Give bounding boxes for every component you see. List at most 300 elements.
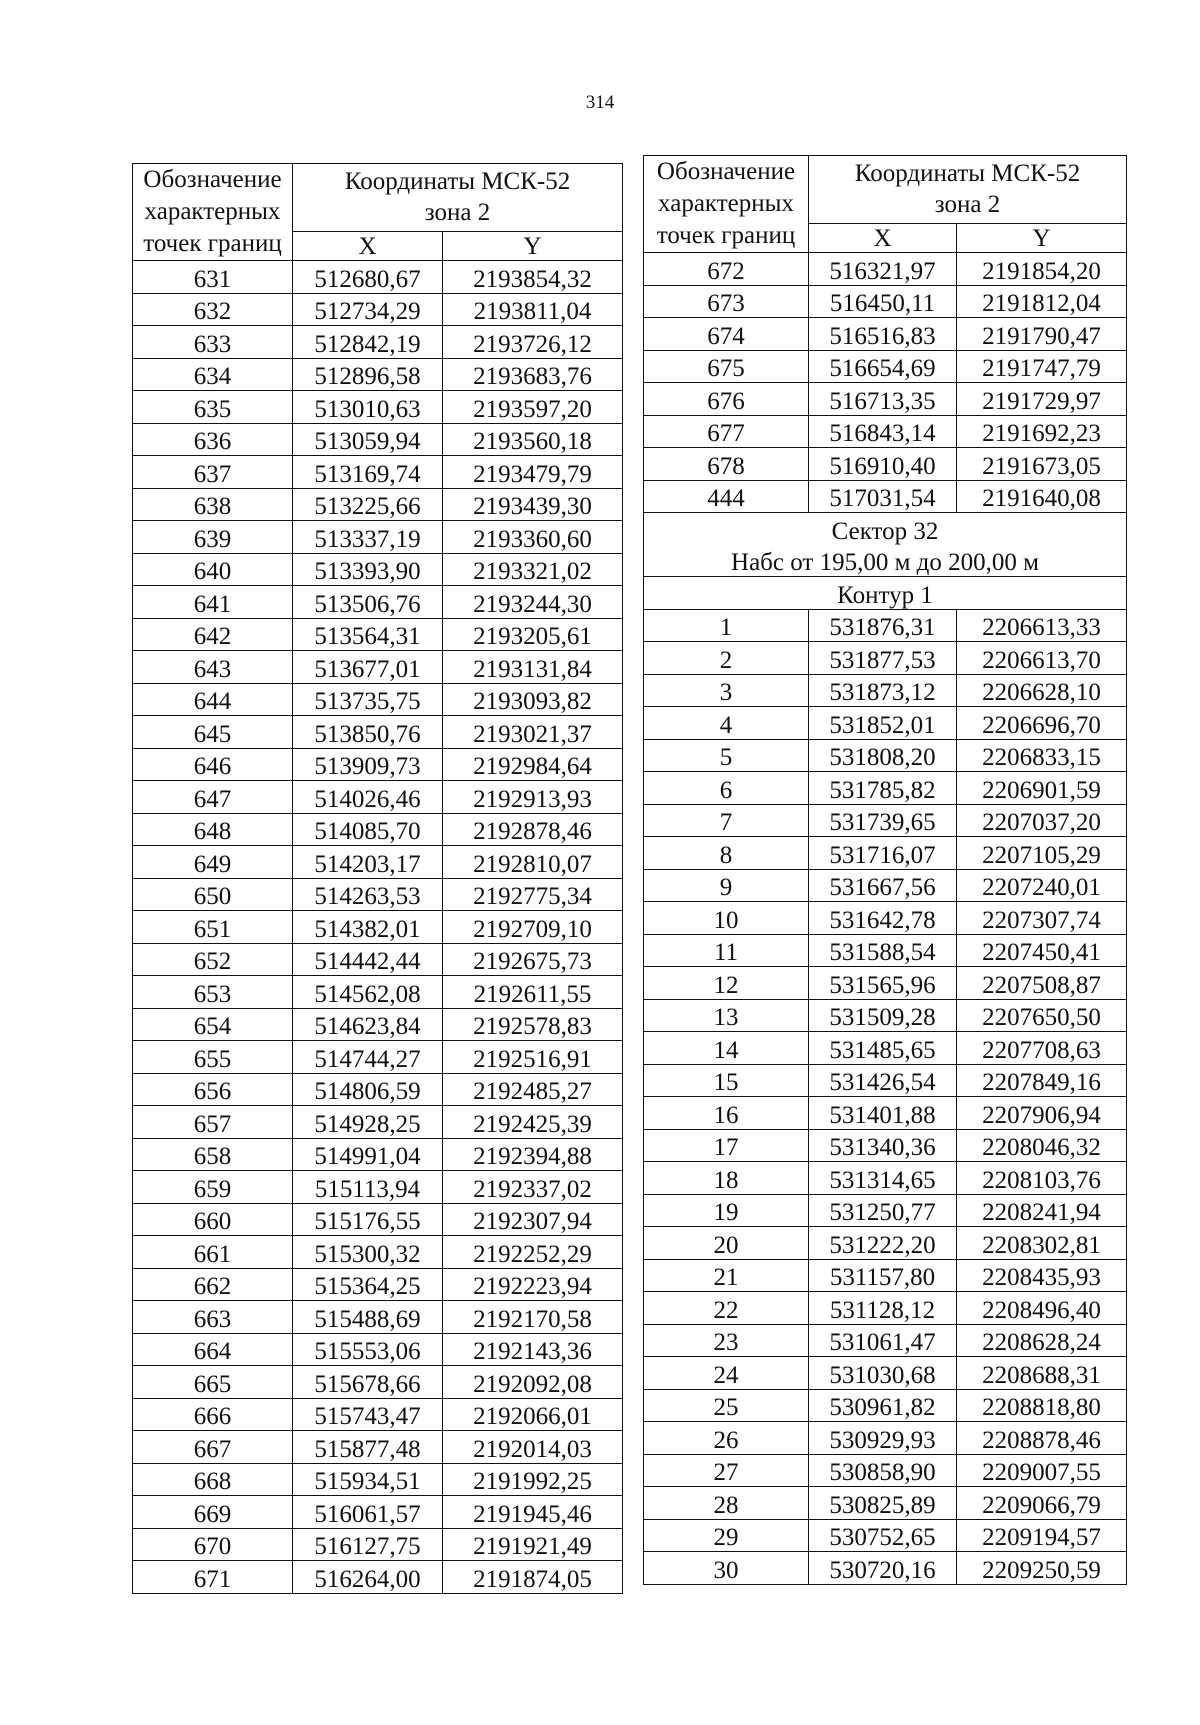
- table-row: [644, 448, 1127, 481]
- x-coordinate-cell: 530825,89: [809, 1487, 957, 1520]
- x-coordinate-cell: 512842,19: [293, 326, 443, 359]
- x-coordinate-cell: 531808,20: [809, 739, 957, 772]
- y-coordinate-cell: 2207650,50: [957, 999, 1127, 1032]
- x-coordinate-cell: 514263,53: [293, 878, 443, 911]
- table-row: [133, 553, 623, 586]
- header-line: Координаты МСК-52: [854, 160, 1081, 188]
- x-coordinate-cell: 530720,16: [809, 1552, 957, 1585]
- y-coordinate-cell: 2192709,10: [443, 911, 623, 944]
- table-row: [133, 586, 623, 619]
- point-id-cell: 658: [133, 1138, 293, 1171]
- table-row: [133, 1268, 623, 1301]
- point-id-cell: 652: [133, 943, 293, 976]
- x-coordinate-cell: 515743,47: [293, 1398, 443, 1431]
- x-coordinate-cell: 516713,35: [809, 383, 957, 416]
- x-coordinate-cell: 516321,97: [809, 253, 957, 286]
- point-id-cell: 18: [644, 1162, 809, 1195]
- y-coordinate-cell: 2193683,76: [443, 358, 623, 391]
- x-coordinate-cell: 531873,12: [809, 674, 957, 707]
- x-coordinate-cell: 514928,25: [293, 1106, 443, 1139]
- y-coordinate-cell: 2192092,08: [443, 1366, 623, 1399]
- x-coordinate-cell: 531509,28: [809, 999, 957, 1032]
- header-line: характерных: [658, 190, 794, 217]
- y-coordinate-cell: 2192913,93: [443, 781, 623, 814]
- y-coordinate-cell: 2208241,94: [957, 1194, 1127, 1227]
- y-coordinate-cell: 2191747,79: [957, 350, 1127, 383]
- right-table-body-bottom: [644, 609, 1127, 1584]
- header-line: Обозначение: [143, 166, 282, 193]
- point-id-cell: 27: [644, 1454, 809, 1487]
- y-coordinate-cell: 2193597,20: [443, 391, 623, 424]
- x-coordinate-cell: 515488,69: [293, 1301, 443, 1334]
- x-coordinate-cell: 516516,83: [809, 318, 957, 351]
- point-id-cell: 30: [644, 1552, 809, 1585]
- table-row: [644, 350, 1127, 383]
- y-coordinate-cell: 2208628,24: [957, 1324, 1127, 1357]
- point-id-cell: 632: [133, 293, 293, 326]
- x-coordinate-cell: 530929,93: [809, 1422, 957, 1455]
- table-row: [644, 1422, 1127, 1455]
- point-id-cell: 642: [133, 618, 293, 651]
- y-coordinate-cell: 2192878,46: [443, 813, 623, 846]
- point-id-cell: 656: [133, 1073, 293, 1106]
- point-id-cell: 29: [644, 1519, 809, 1552]
- point-designation-header: [133, 164, 293, 261]
- table-row: [644, 1097, 1127, 1130]
- table-row: [644, 642, 1127, 675]
- x-coordinate-cell: 516061,57: [293, 1496, 443, 1529]
- table-row: [133, 976, 623, 1009]
- point-id-cell: 677: [644, 415, 809, 448]
- point-id-cell: 666: [133, 1398, 293, 1431]
- point-id-cell: 14: [644, 1032, 809, 1065]
- x-coordinate-cell: 514203,17: [293, 846, 443, 879]
- coordinates-table-right: [643, 155, 1127, 1585]
- x-column-header: X: [809, 224, 957, 253]
- point-id-cell: 662: [133, 1268, 293, 1301]
- point-id-cell: 657: [133, 1106, 293, 1139]
- table-row: [644, 707, 1127, 740]
- x-coordinate-cell: 531485,65: [809, 1032, 957, 1065]
- point-id-cell: 635: [133, 391, 293, 424]
- y-coordinate-cell: 2207307,74: [957, 902, 1127, 935]
- x-coordinate-cell: 515934,51: [293, 1463, 443, 1496]
- y-coordinate-cell: 2207508,87: [957, 967, 1127, 1000]
- x-coordinate-cell: 516127,75: [293, 1528, 443, 1561]
- header-line: точек границ: [656, 222, 796, 249]
- x-coordinate-cell: 513393,90: [293, 553, 443, 586]
- x-coordinate-cell: 531314,65: [809, 1162, 957, 1195]
- y-coordinate-cell: 2193021,37: [443, 716, 623, 749]
- table-row: [644, 1227, 1127, 1260]
- point-id-cell: 661: [133, 1236, 293, 1269]
- table-row: [644, 415, 1127, 448]
- table-row: [644, 1519, 1127, 1552]
- point-id-cell: 444: [644, 480, 809, 513]
- y-coordinate-cell: 2191692,23: [957, 415, 1127, 448]
- y-coordinate-cell: 2191790,47: [957, 318, 1127, 351]
- point-id-cell: 5: [644, 739, 809, 772]
- point-id-cell: 647: [133, 781, 293, 814]
- y-coordinate-cell: 2193726,12: [443, 326, 623, 359]
- x-coordinate-cell: 530961,82: [809, 1389, 957, 1422]
- y-coordinate-cell: 2192014,03: [443, 1431, 623, 1464]
- table-row: [133, 911, 623, 944]
- x-coordinate-cell: 531877,53: [809, 642, 957, 675]
- table-row: [644, 1357, 1127, 1390]
- table-row: [133, 1236, 623, 1269]
- y-coordinate-cell: 2191854,20: [957, 253, 1127, 286]
- table-row: [133, 423, 623, 456]
- x-coordinate-cell: 516910,40: [809, 448, 957, 481]
- y-coordinate-cell: 2193439,30: [443, 488, 623, 521]
- y-coordinate-cell: 2192984,64: [443, 748, 623, 781]
- point-id-cell: 28: [644, 1487, 809, 1520]
- y-coordinate-cell: 2207240,01: [957, 869, 1127, 902]
- y-coordinate-cell: 2208496,40: [957, 1292, 1127, 1325]
- y-coordinate-cell: 2191673,05: [957, 448, 1127, 481]
- table-row: [133, 456, 623, 489]
- y-coordinate-cell: 2193205,61: [443, 618, 623, 651]
- table-row: [644, 1389, 1127, 1422]
- x-coordinate-cell: 531739,65: [809, 804, 957, 837]
- y-coordinate-cell: 2206613,70: [957, 642, 1127, 675]
- point-id-cell: 15: [644, 1064, 809, 1097]
- point-id-cell: 650: [133, 878, 293, 911]
- x-coordinate-cell: 515176,55: [293, 1203, 443, 1236]
- point-id-cell: 655: [133, 1041, 293, 1074]
- x-coordinate-cell: 513337,19: [293, 521, 443, 554]
- table-row: [133, 326, 623, 359]
- point-id-cell: 17: [644, 1129, 809, 1162]
- table-row: [644, 1162, 1127, 1195]
- point-designation-header: [644, 156, 809, 253]
- point-id-cell: 675: [644, 350, 809, 383]
- y-coordinate-cell: 2192578,83: [443, 1008, 623, 1041]
- x-coordinate-cell: 516654,69: [809, 350, 957, 383]
- table-row: [133, 1106, 623, 1139]
- point-id-cell: 6: [644, 772, 809, 805]
- table-row: [133, 1561, 623, 1594]
- y-coordinate-cell: 2192170,58: [443, 1301, 623, 1334]
- x-coordinate-cell: 517031,54: [809, 480, 957, 513]
- x-coordinate-cell: 516843,14: [809, 415, 957, 448]
- table-row: [133, 1203, 623, 1236]
- x-coordinate-cell: 515553,06: [293, 1333, 443, 1366]
- x-coordinate-cell: 531716,07: [809, 837, 957, 870]
- table-row: [644, 480, 1127, 513]
- point-id-cell: 640: [133, 553, 293, 586]
- table-row: [644, 1454, 1127, 1487]
- y-coordinate-cell: 2193244,30: [443, 586, 623, 619]
- point-id-cell: 671: [133, 1561, 293, 1594]
- x-coordinate-cell: 513169,74: [293, 456, 443, 489]
- y-coordinate-cell: 2193360,60: [443, 521, 623, 554]
- y-coordinate-cell: 2208435,93: [957, 1259, 1127, 1292]
- y-column-header: Y: [957, 224, 1127, 253]
- table-row: [133, 1463, 623, 1496]
- y-coordinate-cell: 2191640,08: [957, 480, 1127, 513]
- y-coordinate-cell: 2206901,59: [957, 772, 1127, 805]
- x-coordinate-cell: 514991,04: [293, 1138, 443, 1171]
- point-id-cell: 670: [133, 1528, 293, 1561]
- table-row: [644, 837, 1127, 870]
- y-coordinate-cell: 2206696,70: [957, 707, 1127, 740]
- x-coordinate-cell: 512896,58: [293, 358, 443, 391]
- x-coordinate-cell: 513735,75: [293, 683, 443, 716]
- y-coordinate-cell: 2193854,32: [443, 261, 623, 294]
- point-id-cell: 637: [133, 456, 293, 489]
- table-row: [133, 1301, 623, 1334]
- point-id-cell: 7: [644, 804, 809, 837]
- table-row: [644, 609, 1127, 642]
- y-column-header: Y: [443, 232, 623, 261]
- y-coordinate-cell: 2192425,39: [443, 1106, 623, 1139]
- y-coordinate-cell: 2209250,59: [957, 1552, 1127, 1585]
- coordinates-header: [293, 164, 623, 232]
- table-row: [133, 293, 623, 326]
- y-coordinate-cell: 2193321,02: [443, 553, 623, 586]
- point-id-cell: 22: [644, 1292, 809, 1325]
- table-row: [644, 999, 1127, 1032]
- y-coordinate-cell: 2207708,63: [957, 1032, 1127, 1065]
- y-coordinate-cell: 2192611,55: [443, 976, 623, 1009]
- point-id-cell: 672: [644, 253, 809, 286]
- x-coordinate-cell: 514026,46: [293, 781, 443, 814]
- y-coordinate-cell: 2191729,97: [957, 383, 1127, 416]
- point-id-cell: 678: [644, 448, 809, 481]
- table-row: [644, 285, 1127, 318]
- table-row: [644, 1324, 1127, 1357]
- header-line: характерных: [144, 198, 281, 225]
- table-row: [644, 1032, 1127, 1065]
- table-row: [133, 1366, 623, 1399]
- table-row: [644, 739, 1127, 772]
- table-row: [644, 804, 1127, 837]
- point-id-cell: 23: [644, 1324, 809, 1357]
- x-coordinate-cell: 515113,94: [293, 1171, 443, 1204]
- point-id-cell: 669: [133, 1496, 293, 1529]
- y-coordinate-cell: 2193479,79: [443, 456, 623, 489]
- point-id-cell: 664: [133, 1333, 293, 1366]
- table-row: [133, 1073, 623, 1106]
- table-row: [644, 253, 1127, 286]
- y-coordinate-cell: 2191874,05: [443, 1561, 623, 1594]
- point-id-cell: 631: [133, 261, 293, 294]
- table-row: [133, 1431, 623, 1464]
- table-row: [133, 748, 623, 781]
- x-coordinate-cell: 531401,88: [809, 1097, 957, 1130]
- point-id-cell: 641: [133, 586, 293, 619]
- table-row: [133, 1528, 623, 1561]
- y-coordinate-cell: 2206833,15: [957, 739, 1127, 772]
- point-id-cell: 21: [644, 1259, 809, 1292]
- header-line: зона 2: [424, 198, 491, 226]
- x-coordinate-cell: 531340,36: [809, 1129, 957, 1162]
- table-row: [133, 1041, 623, 1074]
- x-coordinate-cell: 513677,01: [293, 651, 443, 684]
- point-id-cell: 9: [644, 869, 809, 902]
- table-row: [133, 1171, 623, 1204]
- header-line: Координаты МСК-52: [344, 168, 571, 196]
- x-coordinate-cell: 531250,77: [809, 1194, 957, 1227]
- point-id-cell: 660: [133, 1203, 293, 1236]
- x-coordinate-cell: 515300,32: [293, 1236, 443, 1269]
- y-coordinate-cell: 2191812,04: [957, 285, 1127, 318]
- y-coordinate-cell: 2206628,10: [957, 674, 1127, 707]
- x-coordinate-cell: 514623,84: [293, 1008, 443, 1041]
- table-row: [133, 813, 623, 846]
- table-row: [133, 878, 623, 911]
- x-coordinate-cell: 531157,80: [809, 1259, 957, 1292]
- table-row: [133, 1138, 623, 1171]
- point-id-cell: 12: [644, 967, 809, 1000]
- contour-title: Контур 1: [644, 577, 1127, 610]
- table-row: [133, 618, 623, 651]
- point-id-cell: 24: [644, 1357, 809, 1390]
- point-id-cell: 659: [133, 1171, 293, 1204]
- point-id-cell: 643: [133, 651, 293, 684]
- page-number: 314: [585, 92, 615, 113]
- sector-section: [644, 513, 1127, 610]
- y-coordinate-cell: 2208302,81: [957, 1227, 1127, 1260]
- y-coordinate-cell: 2192252,29: [443, 1236, 623, 1269]
- table-row: [133, 1398, 623, 1431]
- x-coordinate-cell: 516450,11: [809, 285, 957, 318]
- x-coordinate-cell: 515364,25: [293, 1268, 443, 1301]
- point-id-cell: 16: [644, 1097, 809, 1130]
- x-coordinate-cell: 531426,54: [809, 1064, 957, 1097]
- y-coordinate-cell: 2192223,94: [443, 1268, 623, 1301]
- table-row: [644, 383, 1127, 416]
- point-id-cell: 667: [133, 1431, 293, 1464]
- table-row: [644, 934, 1127, 967]
- x-coordinate-cell: 514562,08: [293, 976, 443, 1009]
- table-row: [644, 1487, 1127, 1520]
- y-coordinate-cell: 2191945,46: [443, 1496, 623, 1529]
- y-coordinate-cell: 2193811,04: [443, 293, 623, 326]
- x-coordinate-cell: 531128,12: [809, 1292, 957, 1325]
- right-table-body-top: [644, 253, 1127, 513]
- table-row: [133, 716, 623, 749]
- x-coordinate-cell: 531061,47: [809, 1324, 957, 1357]
- x-coordinate-cell: 530752,65: [809, 1519, 957, 1552]
- table-row: [133, 488, 623, 521]
- header-line: зона 2: [934, 190, 1001, 218]
- point-id-cell: 653: [133, 976, 293, 1009]
- table-row: [644, 967, 1127, 1000]
- header-line: точек границ: [143, 230, 282, 257]
- x-coordinate-cell: 514085,70: [293, 813, 443, 846]
- height-range: Набс от 195,00 м до 200,00 м: [644, 545, 1127, 577]
- point-id-cell: 20: [644, 1227, 809, 1260]
- y-coordinate-cell: 2209194,57: [957, 1519, 1127, 1552]
- y-coordinate-cell: 2209066,79: [957, 1487, 1127, 1520]
- table-row: [133, 391, 623, 424]
- y-coordinate-cell: 2208046,32: [957, 1129, 1127, 1162]
- table-row: [133, 521, 623, 554]
- x-coordinate-cell: 531876,31: [809, 609, 957, 642]
- point-id-cell: 11: [644, 934, 809, 967]
- y-coordinate-cell: 2192516,91: [443, 1041, 623, 1074]
- point-id-cell: 634: [133, 358, 293, 391]
- y-coordinate-cell: 2206613,33: [957, 609, 1127, 642]
- x-coordinate-cell: 513506,76: [293, 586, 443, 619]
- y-coordinate-cell: 2192485,27: [443, 1073, 623, 1106]
- y-coordinate-cell: 2207906,94: [957, 1097, 1127, 1130]
- x-coordinate-cell: 531642,78: [809, 902, 957, 935]
- table-row: [644, 674, 1127, 707]
- y-coordinate-cell: 2208103,76: [957, 1162, 1127, 1195]
- x-coordinate-cell: 513850,76: [293, 716, 443, 749]
- y-coordinate-cell: 2191921,49: [443, 1528, 623, 1561]
- y-coordinate-cell: 2193560,18: [443, 423, 623, 456]
- point-id-cell: 8: [644, 837, 809, 870]
- sector-title: Сектор 32: [644, 513, 1127, 545]
- table-row: [133, 261, 623, 294]
- y-coordinate-cell: 2192675,73: [443, 943, 623, 976]
- y-coordinate-cell: 2193131,84: [443, 651, 623, 684]
- table-row: [644, 1552, 1127, 1585]
- x-coordinate-cell: 513909,73: [293, 748, 443, 781]
- point-id-cell: 674: [644, 318, 809, 351]
- point-id-cell: 1: [644, 609, 809, 642]
- table-row: [133, 1333, 623, 1366]
- point-id-cell: 10: [644, 902, 809, 935]
- table-row: [644, 1064, 1127, 1097]
- table-row: [133, 943, 623, 976]
- point-id-cell: 26: [644, 1422, 809, 1455]
- x-coordinate-cell: 514442,44: [293, 943, 443, 976]
- x-coordinate-cell: 513564,31: [293, 618, 443, 651]
- y-coordinate-cell: 2209007,55: [957, 1454, 1127, 1487]
- point-id-cell: 654: [133, 1008, 293, 1041]
- x-coordinate-cell: 530858,90: [809, 1454, 957, 1487]
- x-coordinate-cell: 515678,66: [293, 1366, 443, 1399]
- left-table-body: [133, 261, 623, 1594]
- x-coordinate-cell: 531667,56: [809, 869, 957, 902]
- table-row: [133, 1008, 623, 1041]
- point-id-cell: 3: [644, 674, 809, 707]
- table-row: [133, 651, 623, 684]
- x-coordinate-cell: 512680,67: [293, 261, 443, 294]
- point-id-cell: 19: [644, 1194, 809, 1227]
- point-id-cell: 13: [644, 999, 809, 1032]
- table-row: [133, 781, 623, 814]
- point-id-cell: 639: [133, 521, 293, 554]
- point-id-cell: 651: [133, 911, 293, 944]
- point-id-cell: 676: [644, 383, 809, 416]
- y-coordinate-cell: 2208878,46: [957, 1422, 1127, 1455]
- point-id-cell: 644: [133, 683, 293, 716]
- x-coordinate-cell: 531785,82: [809, 772, 957, 805]
- x-coordinate-cell: 516264,00: [293, 1561, 443, 1594]
- y-coordinate-cell: 2191992,25: [443, 1463, 623, 1496]
- y-coordinate-cell: 2192307,94: [443, 1203, 623, 1236]
- y-coordinate-cell: 2192775,34: [443, 878, 623, 911]
- y-coordinate-cell: 2193093,82: [443, 683, 623, 716]
- y-coordinate-cell: 2192810,07: [443, 846, 623, 879]
- table-row: [133, 683, 623, 716]
- point-id-cell: 673: [644, 285, 809, 318]
- x-coordinate-cell: 514806,59: [293, 1073, 443, 1106]
- point-id-cell: 668: [133, 1463, 293, 1496]
- y-coordinate-cell: 2192337,02: [443, 1171, 623, 1204]
- table-row: [644, 318, 1127, 351]
- x-coordinate-cell: 512734,29: [293, 293, 443, 326]
- coordinates-table-left: [132, 163, 623, 1594]
- x-coordinate-cell: 513059,94: [293, 423, 443, 456]
